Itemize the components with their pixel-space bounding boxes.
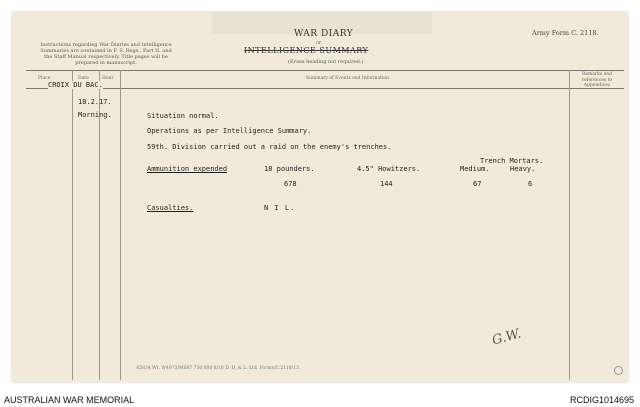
or-text: or [316,40,322,46]
col-header-remarks: Remarks and references to Appendices [581,72,613,88]
signature-initials: G.W. [490,326,523,349]
printer-imprint: A5834 Wt. W4973/M687 750,000 8/16 D. D. & L. Ltd. Forms/C.2118/13. [136,366,301,371]
war-diary-page [12,12,628,382]
page-mark-icon [614,366,623,375]
credit-right: RCDIG1014695 [569,395,634,405]
ammo-value-heavy: 6 [528,180,533,188]
entry-date: 18.2.17. [78,98,112,106]
ammo-value-18pdr: 678 [284,180,297,188]
form-title: WAR DIARY [294,29,354,39]
ammo-col-18pdr: 18 pounders. [264,165,315,173]
ammo-col-howitzers: 4.5" Howitzers. [357,165,421,173]
col-header-place: Place [38,76,51,81]
ammo-col-heavy: Heavy. [510,165,536,173]
casualties-value: N I L. [264,204,296,212]
form-number: Army Form C. 2118. [532,29,599,37]
col-header-summary: Summary of Events and Information [306,76,389,81]
col-header-hour: Hour [102,76,114,81]
erase-note: (Erase heading not required.) [288,59,364,65]
credit-left: AUSTRALIAN WAR MEMORIAL [4,395,135,405]
summary-line-2: Operations as per Intelligence Summary. [147,127,312,135]
summary-line-1: Situation normal. [147,112,219,120]
header-top-rule [26,70,624,71]
summary-line-3: 59th. Division carried out a raid on the enemy's trenches. [147,143,392,151]
ammo-value-howitzers: 144 [380,180,393,188]
instructions-text: Instructions regarding War Diaries and Intelligence Summaries are contained in F. S. Regs., Part II. and the Staff Manual respectively. Title pages will be prepared in manuscript. [40,42,172,66]
ammo-col-medium: Medium. [460,165,490,173]
ammo-value-medium: 67 [473,180,482,188]
col-divider-place [72,70,73,380]
entry-hour: Morning. [78,111,112,119]
casualties-label: Casualties. [147,204,194,212]
header-bottom-rule [26,88,624,89]
entry-place: CROIX DU BAC. [48,81,103,89]
trench-mortars-heading: Trench Mortars. [480,157,544,165]
col-header-date: Date [78,76,89,81]
col-divider-hour [120,70,121,380]
struck-title: INTELLIGENCE SUMMARY [244,46,369,55]
ammunition-label: Ammunition expended [147,165,228,173]
col-divider-summary [569,70,570,380]
